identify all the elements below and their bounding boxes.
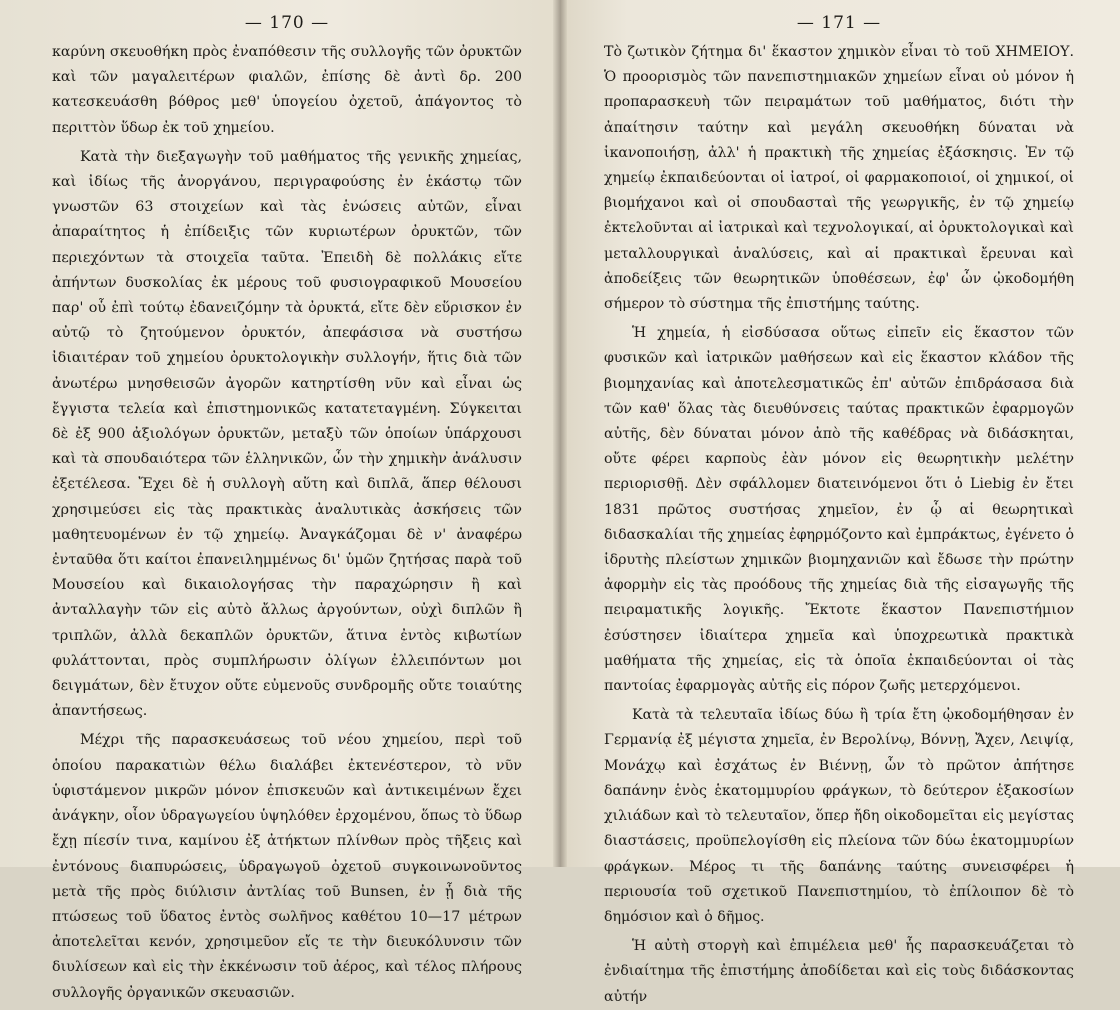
paragraph: Κατὰ τὰ τελευταῖα ἰδίως δύω ἢ τρία ἔτη ᾠκοδομήθησαν ἐν Γερμανίᾳ ἐξ μέγιστα χημεῖα, ἐν Βερολίνῳ, Βόννῃ, Ἄχεν, Λειψίᾳ, Μονάχῳ καὶ ἐσχάτως ἐν Βιέννῃ, ὧν τὸ πρῶτον ἀπήτησε δαπάνην ἑνὸς ἑκατομμυρίου φράγκων, τὸ δεύτερον ἑξακοσίων χιλιάδων καὶ τὸ τελευταῖον, ὅπερ ἤδη οἰκοδομεῖται εἰς μεγίστας διαστάσεις, προϋπελογίσθη εἰς πλείονα τῶν δύω ἑκατομμυρίων φράγκων. Μέρος τι τῆς δαπάνης ταύτης συνεισφέρει ἡ περιουσία τοῦ σχετικοῦ Πανεπιστημίου, τὸ ἐπίλοιπον δὲ τὸ δημόσιον καὶ ὁ δῆμος.	[604, 707, 1074, 925]
paragraph: Τὸ ζωτικὸν ζήτημα δι' ἕκαστον χημικὸν εἶναι τὸ τοῦ ΧΗΜΕΙΟΥ. Ὁ προορισμὸς τῶν πανεπιστημιακῶν χημείων εἶναι οὐ μόνον ἡ προπαρασκευὴ τῶν πειραμάτων τοῦ μαθήματος, διότι τὴν ἀπαίτησιν ταύτην καὶ μεγάλη σκευοθήκη δύναται νὰ ἱκανοποιήσῃ, ἀλλ' ἡ πρακτικὴ τῆς χημείας ἐξάσκησις. Ἐν τῷ χημείῳ ἐκπαιδεύονται οἱ ἰατροί, οἱ φαρμακοποιοί, οἱ χημικοί, οἱ βιομήχανοι καὶ οἱ σπουδασταὶ τῆς γεωργικῆς, ἐν τῷ χημείῳ ἐκτελοῦνται αἱ ἰατρικαὶ καὶ τεχνολογικαί, αἱ ὀρυκτολογικαὶ καὶ μεταλλουργικαὶ ἀναλύσεις, καὶ αἱ πρακτικαὶ ἔρευναι καὶ ἀποδείξεις τῶν θεωρητικῶν ὑποθέσεων, ἐφ' ὧν ᾠκοδομήθη σήμερον τὸ σύστημα τῆς ἐπιστήμης ταύτης.	[604, 44, 1074, 313]
paragraph: Μέχρι τῆς παρασκευάσεως τοῦ νέου χημείου, περὶ τοῦ ὁποίου παρακατιὼν θέλω διαλάβει ἐκτενέστερον, τὸ νῦν ὑφιστάμενον μικρῶν μόνον ἐπισκευῶν καὶ ἀντικειμένων ἔχει ἀνάγκην, οἷον ὑδραγωγείου ὑψηλόθεν ἐρχομένου, ὅπως τὸ ὕδωρ ἔχῃ πίεσίν τινα, καμίνου ἐξ ἀτήκτων πλίνθων πρὸς τῆξεις καὶ ἐντόνους διαπυρώσεις, ὑδραγωγοῦ ὀχετοῦ συγκοινωνοῦντος μετὰ τῆς πρὸς διύλισιν ἀντλίας τοῦ Bunsen, ἐν ᾗ διὰ τῆς πτώσεως τοῦ ὕδατος ἐντὸς σωλῆνος καθέτου 10—17 μέτρων ἀποτελεῖται κενόν, χρησιμεῦον εἴς τε τὴν διευκόλυνσιν τῶν διυλίσεων καὶ εἰς τὴν ἐκκένωσιν τοῦ ἀέρος, καὶ τέλος πλήρους συλλογῆς ὀργανικῶν σκευασιῶν.	[52, 732, 522, 1001]
paragraph: Ἡ αὐτὴ στοργὴ καὶ ἐπιμέλεια μεθ' ἧς παρασκευάζεται τὸ ἐνδιαίτημα τῆς ἐπιστήμης ἀποδίδεται καὶ εἰς τοὺς διδάσκοντας αὐτήν	[604, 938, 1074, 1005]
left-page	[0, 0, 560, 1001]
page-number-left: — 170 —	[244, 13, 330, 33]
paragraph: Κατὰ τὴν διεξαγωγὴν τοῦ μαθήματος τῆς γενικῆς χημείας, καὶ ἰδίως τῆς ἀνοργάνου, περιγραφούσης ἐν ἑκάστῳ τῶν γνωστῶν 63 στοιχείων καὶ τὰς ἑνώσεις αὐτῶν, εἶναι ἀπαραίτητος ἡ ἐπίδειξις τῶν κυριωτέρων ὀρυκτῶν, τῶν περιεχόντων τὰ στοιχεῖα ταῦτα. Ἐπειδὴ δὲ πολλάκις εἴτε ἀπήντων δυσκολίας ἐκ μέρους τοῦ φυσιογραφικοῦ Μουσείου παρ' οὗ ἐπὶ τούτῳ ἐδανειζόμην τὰ ὀρυκτά, εἴτε δὲν εὕρισκον ἐν αὐτῷ τὸ ζητούμενον ὀρυκτόν, ἀπεφάσισα νὰ συστήσω ἰδιαιτέραν τοῦ χημείου ὀρυκτολογικὴν συλλογήν, ἥτις διὰ τῶν ἀνωτέρω μνησθεισῶν ἀγορῶν κατηρτίσθη νῦν καὶ εἶναι ὡς ἔγγιστα τελεία καὶ ἐπιστημονικῶς κατατεταγμένη. Σύγκειται δὲ ἐξ 900 ἀξιολόγων ὀρυκτῶν, μεταξὺ τῶν ὁποίων ὑπάρχουσι καὶ τὰ σπουδαιότερα τῶν ἑλληνικῶν, ὧν τὴν χημικὴν ἀνάλυσιν ἐξετέλεσα. Ἔχει δὲ ἡ συλλογὴ αὕτη καὶ διπλᾶ, ἅπερ θέλουσι χρησιμεύσει εἰς τὰς πρακτικὰς ἀναλυτικὰς ἀσκήσεις τῶν μαθητευομένων ἐν τῷ χημείῳ. Ἀναγκάζομαι δὲ ν' ἀναφέρω ἐνταῦθα ὅτι καίτοι ἐπανειλημμένως δι' ὑμῶν ζητήσας παρὰ τοῦ Μουσείου καὶ δικαιολογήσας τὴν παραχώρησιν ἢ καὶ ἀνταλλαγὴν τῶν εἰς αὐτὸ ἄλλως ἀργούντων, οὐχὶ διπλῶν ἢ τριπλῶν, ἀλλὰ δεκαπλῶν ὀρυκτῶν, ἅτινα ἐντὸς κιβωτίων φυλάττονται, πρὸς συμπλήρωσιν ὀλίγων ἐλλειπόντων μοι δειγμάτων, δὲν ἔτυχον οὔτε εὐμενοῦς συνδρομῆς οὔτε τοιαύτης ἀπαντήσεως.	[52, 148, 522, 720]
right-page-text	[604, 40, 1074, 1010]
paragraph: καρύνη σκευοθήκη πρὸς ἐναπόθεσιν τῆς συλλογῆς τῶν ὀρυκτῶν καὶ τῶν μαγαλειτέρων φιαλῶν, ἐπίσης δὲ ἀντὶ δρ. 200 κατεσκευάσθη βόθρος μεθ' ὑπογείου ὀχετοῦ, ἀπάγοντος τὸ περιττὸν ὕδωρ ἐκ τοῦ χημείου.	[52, 44, 522, 136]
paragraph: Ἡ χημεία, ἡ εἰσδύσασα οὕτως εἰπεῖν εἰς ἕκαστον τῶν φυσικῶν καὶ ἰατρικῶν μαθήσεων καὶ εἰς ἕκαστον κλάδον τῆς βιομηχανίας καὶ ἀποτελεσματικῶς ἐπ' αὐτῶν ἐπιδράσασα διὰ τῶν καθ' ὅλας τὰς διευθύνσεις ταύτας πρακτικῶν ἐφαρμογῶν αὐτῆς, δὲν δύναται μόνον ἀπὸ τῆς καθέδρας νὰ διδάσκηται, οὔτε φέρει καρποὺς ἐὰν μόνον εἰς θεωρητικὴν μελέτην περιορισθῇ. Δὲν σφάλλομεν διατεινόμενοι ὅτι ὁ Liebig ἐν ἔτει 1831 πρῶτος συστήσας χημεῖον, ἐν ᾧ αἱ θεωρητικαὶ διδασκαλίαι τῆς χημείας ἐφηρμόζοντο καὶ ἐμπράκτως, ἐγένετο ὁ ἱδρυτὴς πλείστων χημικῶν βιομηχανιῶν καὶ ἔδωσε τὴν πρώτην ἀφορμὴν εἰς τὰς προόδους τῆς χημείας διὰ τῆς εἰσαγωγῆς τῆς πειραματικῆς λογικῆς. Ἔκτοτε ἕκαστον Πανεπιστήμιον ἐσύστησεν ἰδιαίτερα χημεῖα καὶ ὑποχρεωτικὰ πρακτικὰ μαθήματα τῆς χημείας, εἰς τὰ ὁποῖα ἐκπαιδεύονται οἱ τὰς παντοίας ἐφαρμογὰς αὐτῆς εἰς πόρον ζωῆς μετερχόμενοι.	[604, 325, 1074, 695]
page-number-right: — 171 —	[796, 13, 882, 33]
left-page-text	[52, 40, 522, 1006]
right-page	[560, 0, 1120, 1005]
